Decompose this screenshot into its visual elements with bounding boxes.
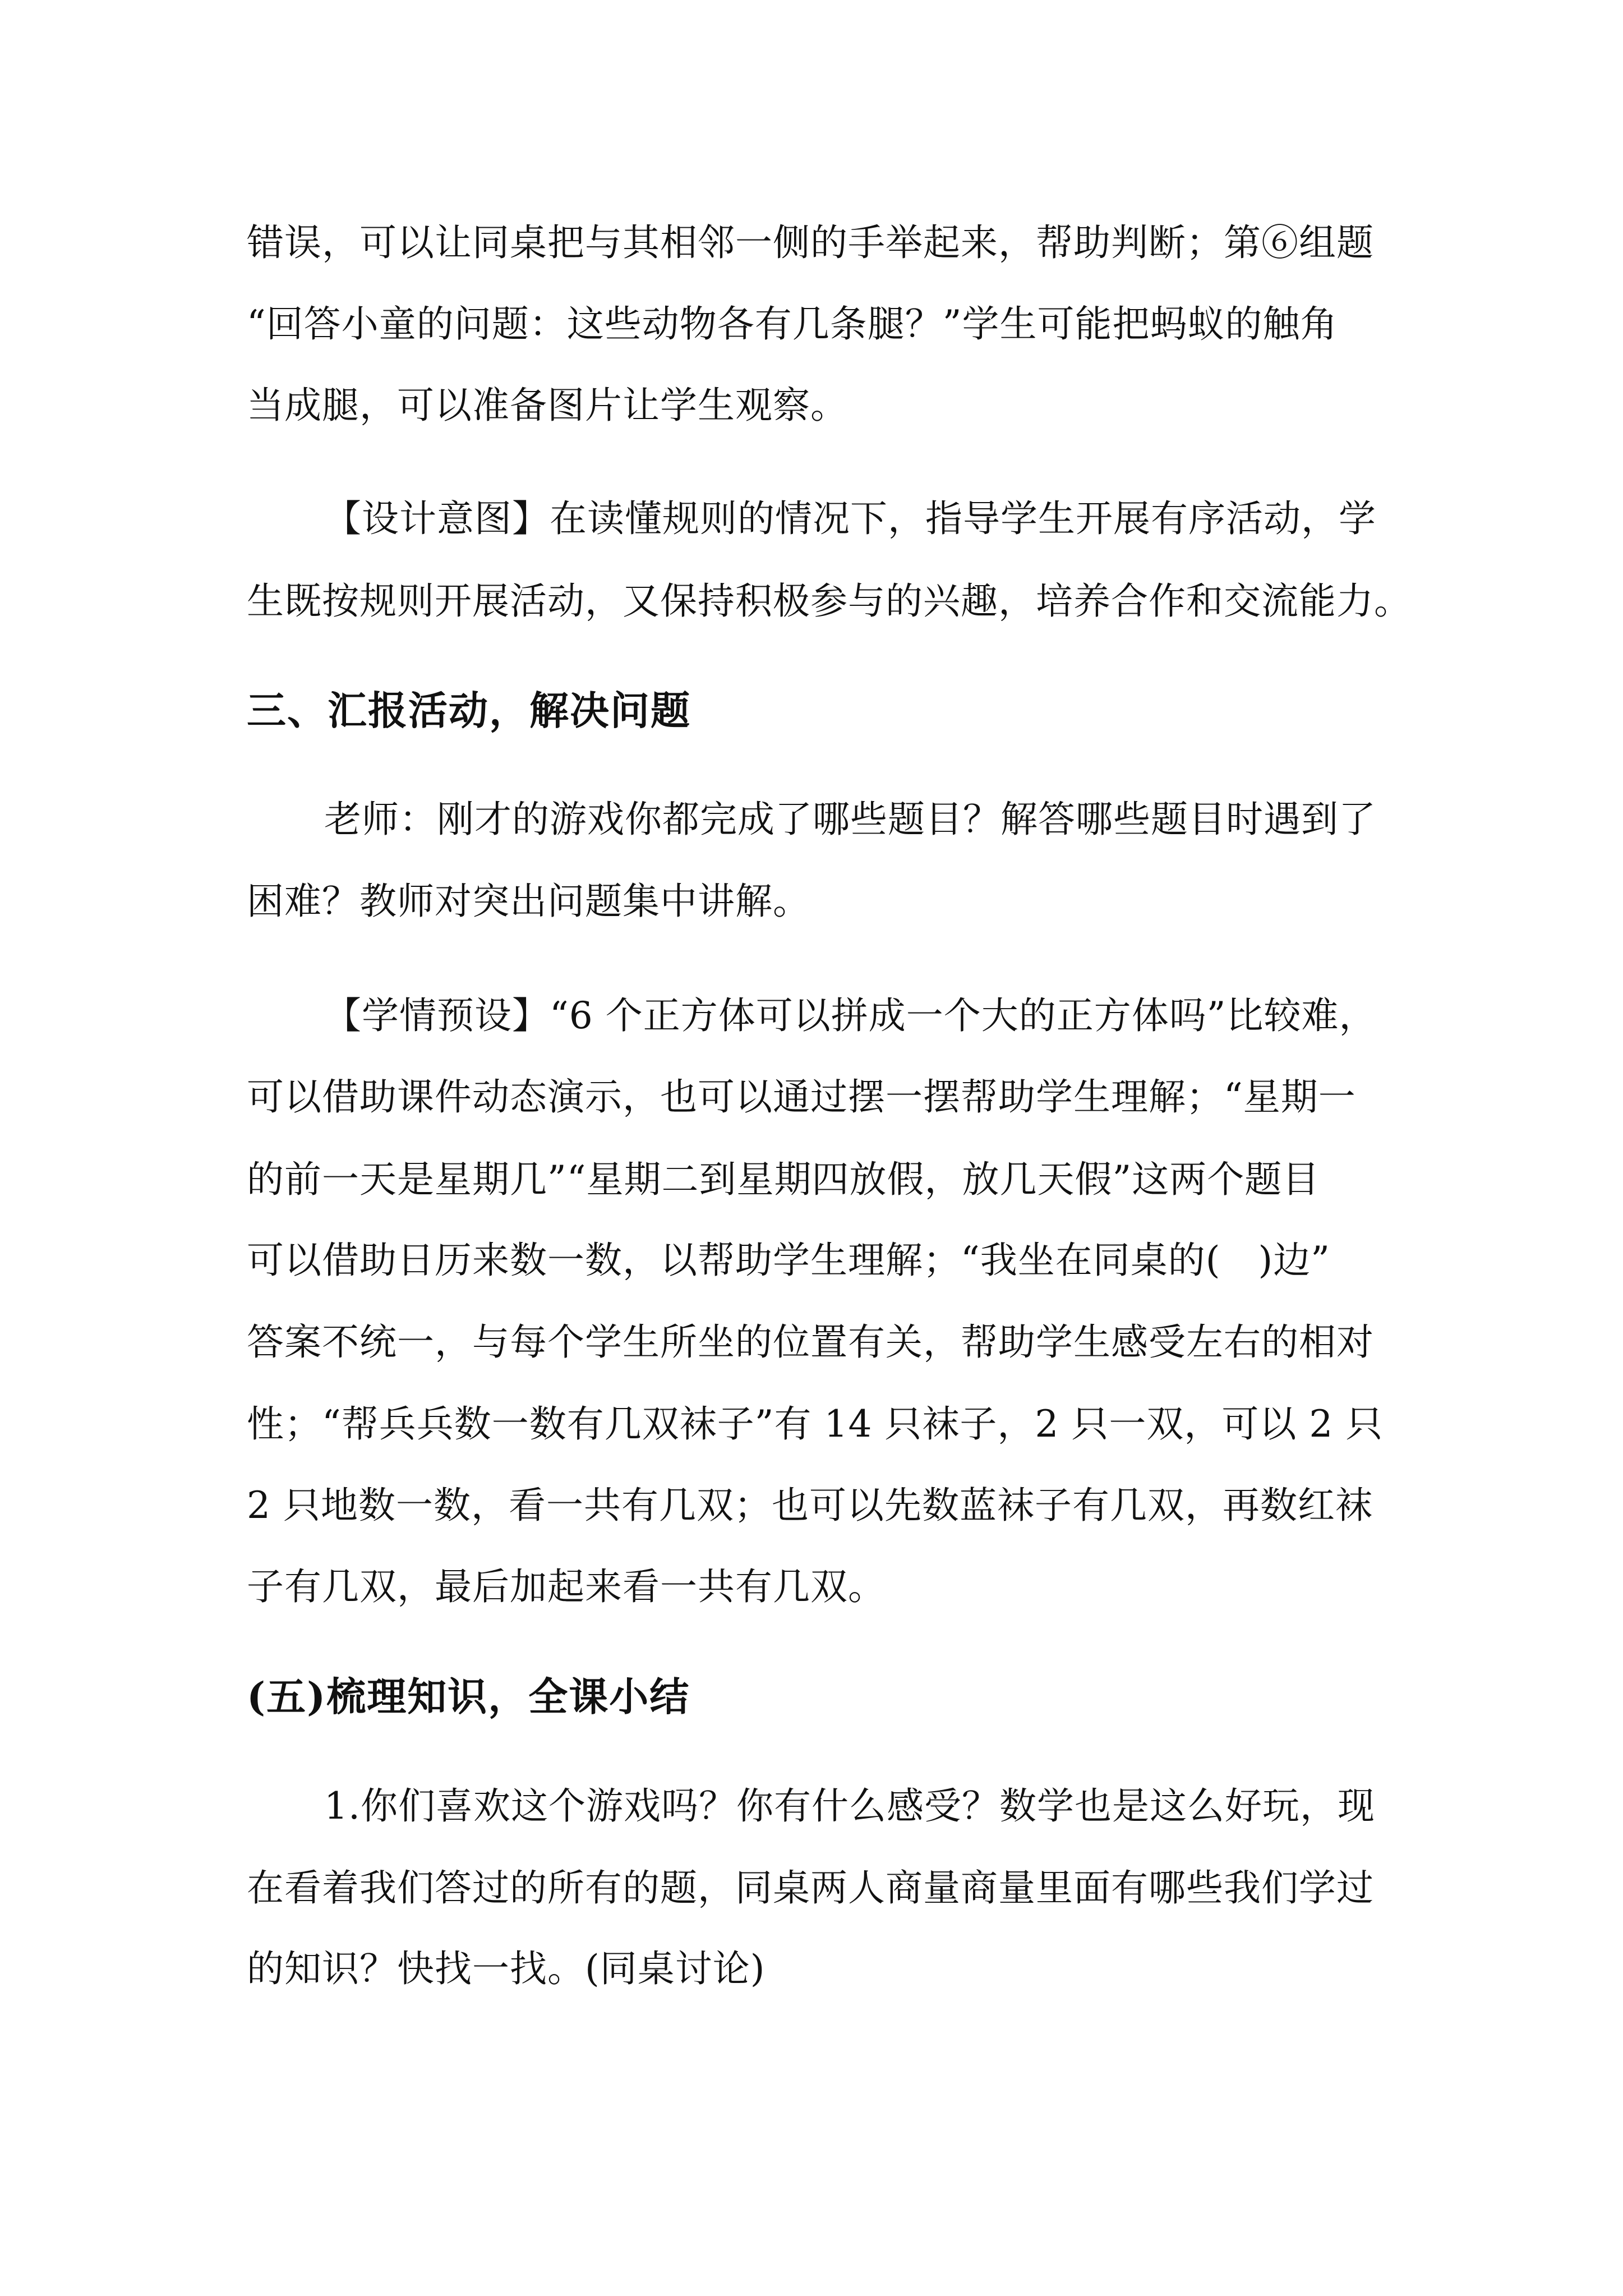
- text-line: 困难？教师对突出问题集中讲解。: [247, 880, 810, 923]
- text-line: 【设计意图】在读懂规则的情况下，指导学生开展有序活动，学: [324, 497, 1376, 540]
- section-heading: 三、汇报活动，解决问题: [247, 687, 691, 734]
- text-line: 子有几双，最后加起来看一共有几双。: [247, 1565, 886, 1608]
- text-line: 【学情预设】“6 个正方体可以拼成一个大的正方体吗”比较难，: [324, 994, 1377, 1037]
- text-line: 2 只地数一数，看一共有几双；也可以先数蓝袜子有几双，再数红袜: [247, 1484, 1373, 1527]
- text-line: “回答小童的问题：这些动物各有几条腿？”学生可能把蚂蚁的触角: [247, 302, 1338, 346]
- text-line: 错误，可以让同桌把与其相邻一侧的手举起来，帮助判断；第⑥组题: [247, 221, 1374, 264]
- text-line: 1.你们喜欢这个游戏吗？你有什么感受？数学也是这么好玩，现: [324, 1784, 1375, 1828]
- text-line: 的知识？快找一找。(同桌讨论): [247, 1947, 766, 1990]
- text-line: 在看着我们答过的所有的题，同桌两人商量商量里面有哪些我们学过: [247, 1866, 1374, 1910]
- text-line: 老师：刚才的游戏你都完成了哪些题目？解答哪些题目时遇到了: [324, 798, 1376, 841]
- text-line: 可以借助课件动态演示，也可以通过摆一摆帮助学生理解；“星期一: [247, 1075, 1356, 1119]
- text-line: 可以借助日历来数一数，以帮助学生理解；“我坐在同桌的( )边”: [247, 1239, 1330, 1282]
- text-line: 答案不统一，与每个学生所坐的位置有关，帮助学生感受左右的相对: [247, 1320, 1374, 1364]
- text-line: 的前一天是星期几”“星期二到星期四放假，放几天假”这两个题目: [247, 1158, 1320, 1201]
- text-line: 性；“帮兵兵数一数有几双袜子”有 14 只袜子，2 只一双，可以 2 只: [247, 1402, 1384, 1446]
- text-line: 当成腿，可以准备图片让学生观察。: [247, 384, 848, 427]
- text-line: 生既按规则开展活动，又保持积极参与的兴趣，培养合作和交流能力。: [247, 579, 1412, 623]
- section-heading: (五)梳理知识，全课小结: [247, 1673, 690, 1720]
